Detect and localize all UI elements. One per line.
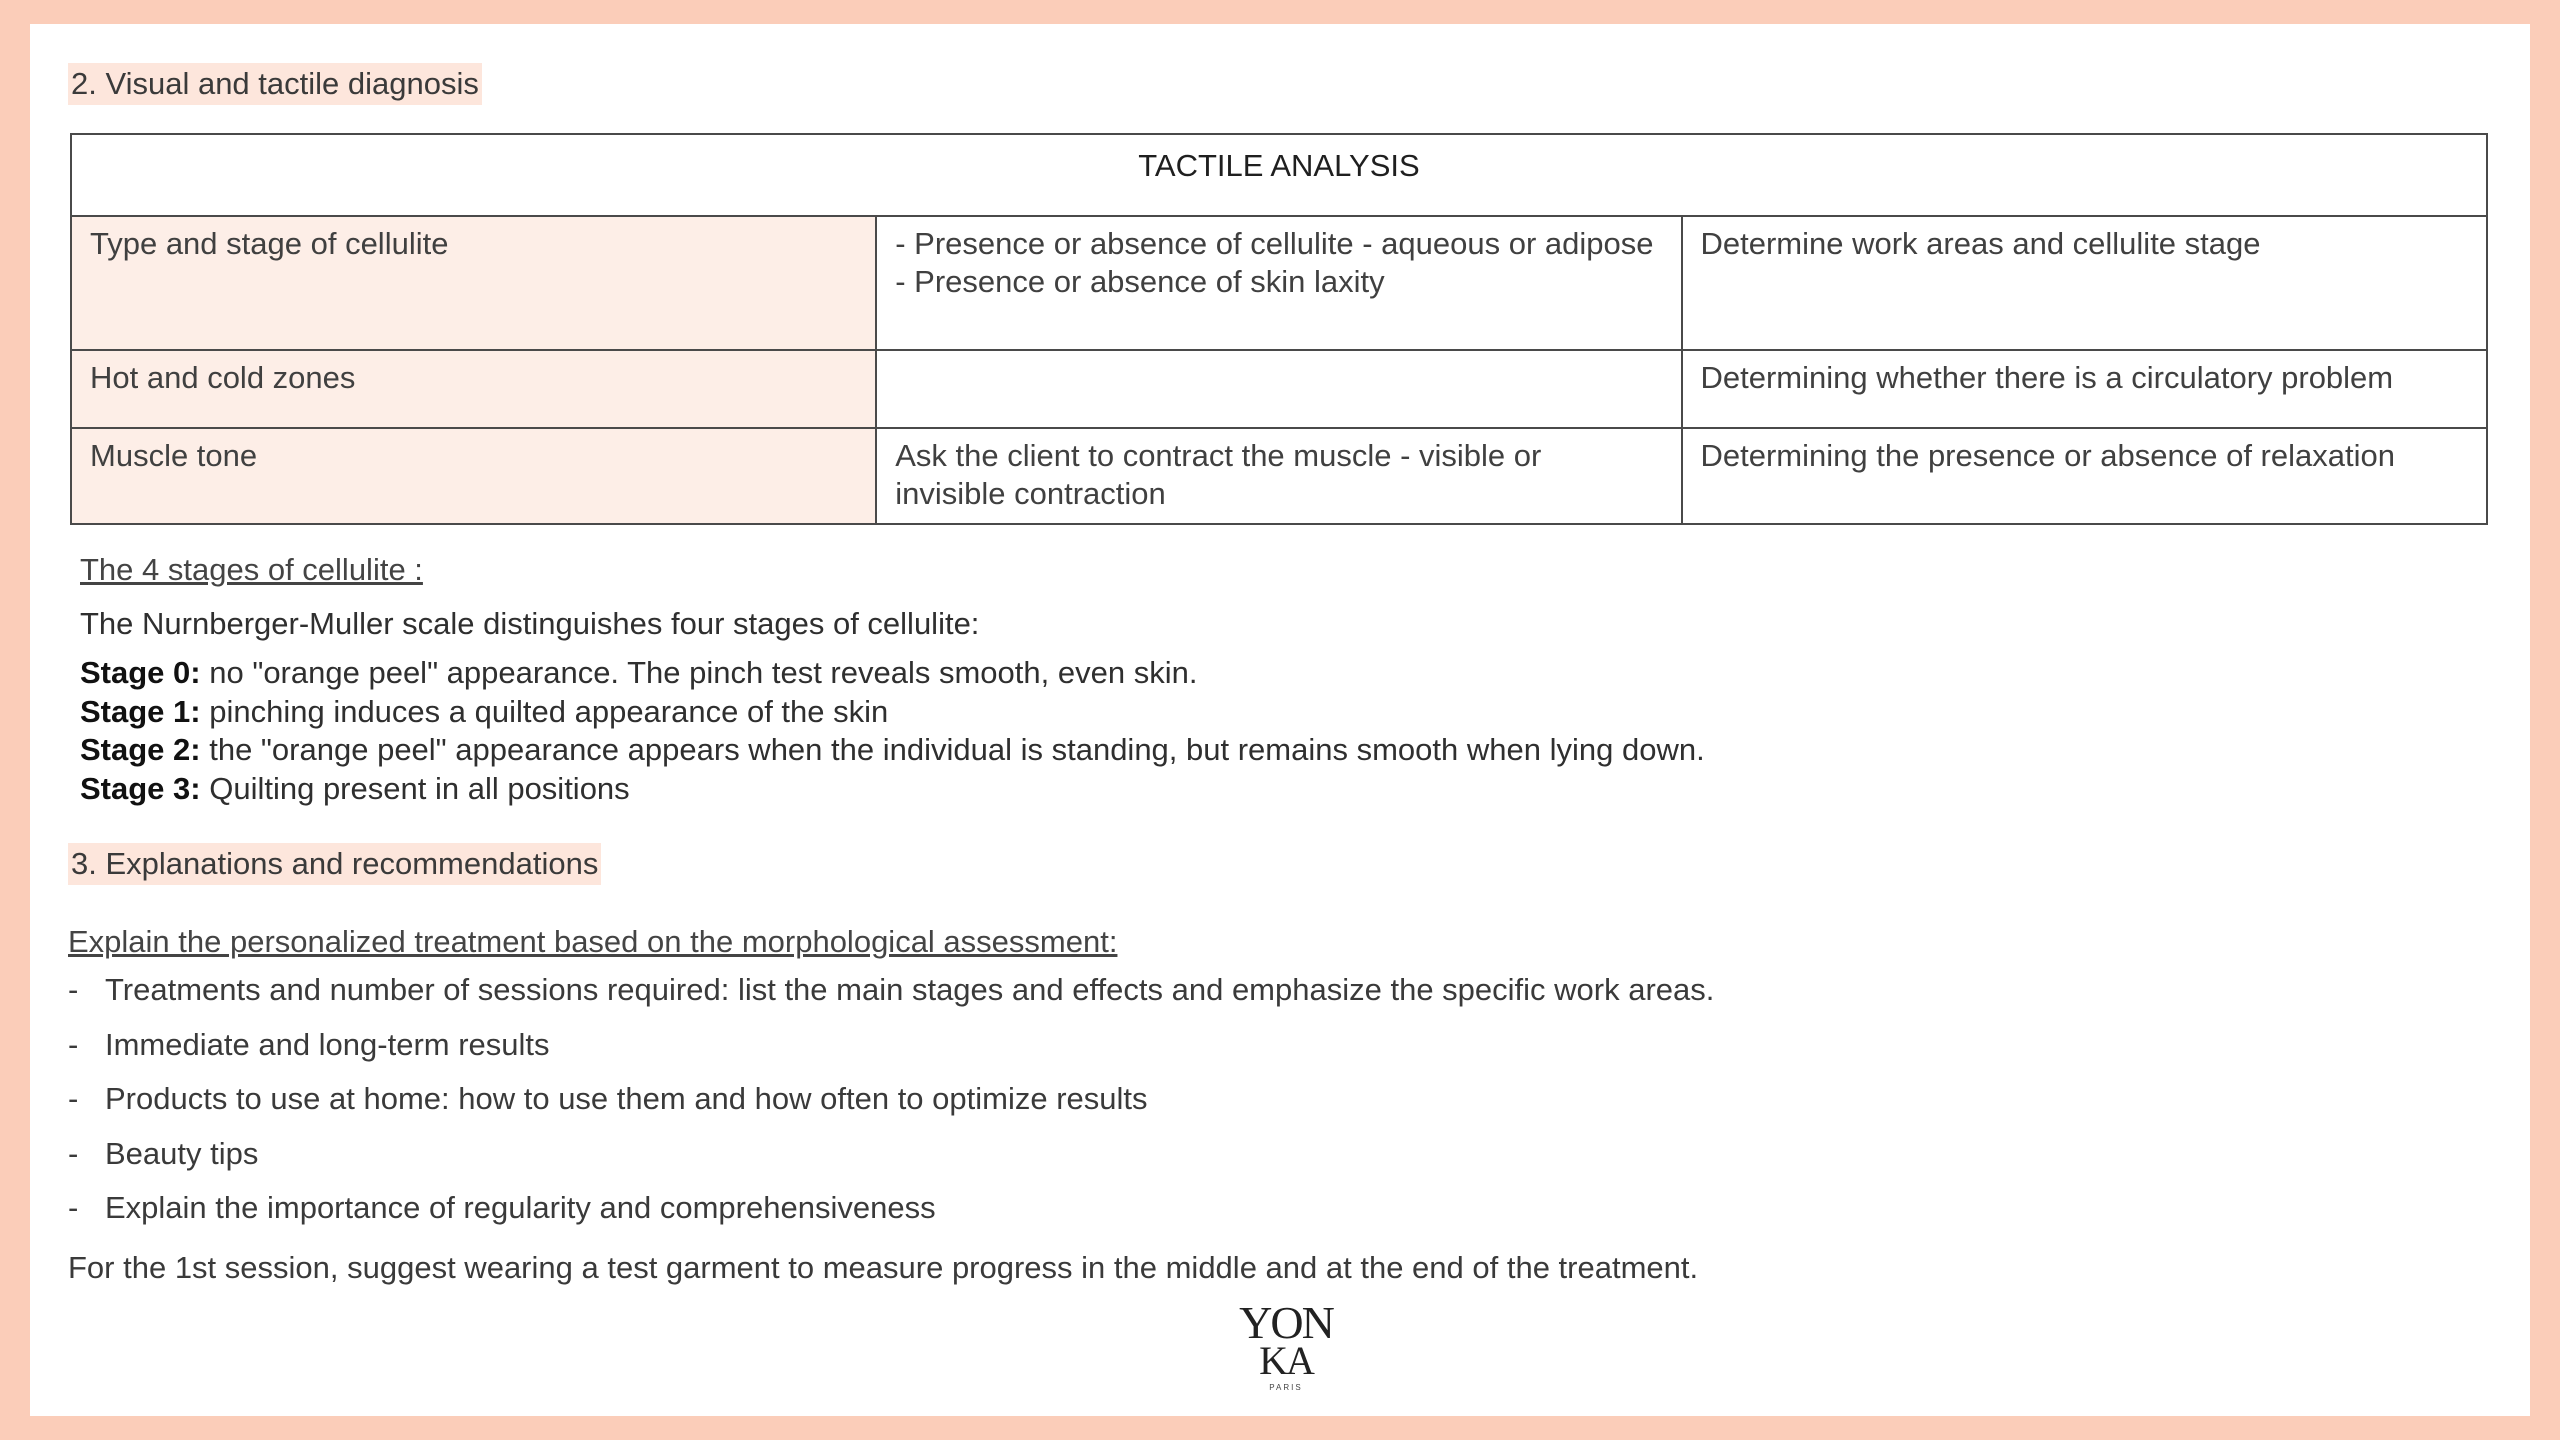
row-label: Hot and cold zones — [71, 350, 876, 428]
row-purpose: Determining whether there is a circulatory problem — [1682, 350, 2488, 428]
stage-item — [80, 731, 1705, 770]
bullet-marker: - — [68, 972, 79, 1007]
row-purpose: Determining the presence or absence of relaxation — [1682, 428, 2488, 524]
list-item-text: Products to use at home: how to use them and how often to optimize results — [105, 1081, 1148, 1116]
bullet-marker: - — [68, 1026, 79, 1062]
stage-label: Stage 1: — [80, 693, 201, 729]
document-page — [30, 24, 2530, 1416]
stage-label: Stage 3: — [80, 770, 201, 806]
yonka-logo — [1226, 1294, 1346, 1394]
row-label: Muscle tone — [71, 428, 876, 524]
stages-list — [80, 654, 1705, 808]
section-3-heading: 3. Explanations and recommendations — [68, 843, 601, 885]
stage-label: Stage 0: — [80, 655, 201, 690]
stage-label: Stage 2: — [80, 732, 201, 767]
list-item — [68, 1027, 1714, 1082]
table-row — [71, 216, 2487, 350]
logo-tagline: PARIS — [1269, 1383, 1303, 1392]
table-header-row — [71, 134, 2487, 216]
tactile-analysis-table — [70, 133, 2488, 525]
stages-subtitle: The 4 stages of cellulite : — [80, 552, 423, 587]
stage-item — [80, 693, 1705, 732]
list-item — [68, 972, 1714, 1027]
list-item-text: Beauty tips — [105, 1135, 259, 1171]
detail-line: - Presence or absence of cellulite - aqueous or adipose — [895, 226, 1654, 261]
list-item — [68, 1190, 1714, 1245]
bullet-marker: - — [68, 1190, 79, 1225]
list-item-text: Immediate and long-term results — [105, 1026, 550, 1062]
row-detail — [876, 350, 1681, 428]
stage-text: the "orange peel" appearance appears when the individual is standing, but remains smooth when lying down. — [200, 732, 1705, 767]
stage-text: Quilting present in all positions — [200, 770, 630, 806]
detail-line: invisible contraction — [895, 476, 1166, 511]
stage-item — [80, 654, 1705, 693]
row-detail — [876, 428, 1681, 524]
table-header: TACTILE ANALYSIS — [71, 134, 2487, 216]
stage-text: no "orange peel" appearance. The pinch test reveals smooth, even skin. — [200, 655, 1198, 690]
treatment-subtitle: Explain the personalized treatment based on the morphological assessment: — [68, 924, 1118, 959]
closing-note: For the 1st session, suggest wearing a test garment to measure progress in the middle and at the end of the treatment. — [68, 1250, 1699, 1285]
list-item-text: Explain the importance of regularity and comprehensiveness — [105, 1190, 936, 1225]
bullet-marker: - — [68, 1135, 79, 1171]
bullet-marker: - — [68, 1081, 79, 1116]
recommendation-list — [68, 972, 1714, 1245]
detail-line: Ask the client to contract the muscle - visible or — [895, 438, 1542, 473]
stage-text: pinching induces a quilted appearance of the skin — [200, 693, 889, 729]
list-item — [68, 1081, 1714, 1136]
stages-intro: The Nurnberger-Muller scale distinguishes four stages of cellulite: — [80, 606, 980, 641]
list-item — [68, 1136, 1714, 1191]
detail-line: - Presence or absence of skin laxity — [895, 264, 1385, 299]
stage-item — [80, 770, 1705, 809]
list-item-text: Treatments and number of sessions required: list the main stages and effects and emphasize the specific work areas. — [105, 972, 1715, 1007]
table-row — [71, 350, 2487, 428]
logo-text-bottom: KA — [1259, 1338, 1313, 1383]
row-purpose: Determine work areas and cellulite stage — [1682, 216, 2488, 350]
row-label: Type and stage of cellulite — [71, 216, 876, 350]
section-2-heading: 2. Visual and tactile diagnosis — [68, 63, 482, 105]
logo-text-top: YON — [1239, 1297, 1333, 1348]
table-row — [71, 428, 2487, 524]
row-detail — [876, 216, 1681, 350]
